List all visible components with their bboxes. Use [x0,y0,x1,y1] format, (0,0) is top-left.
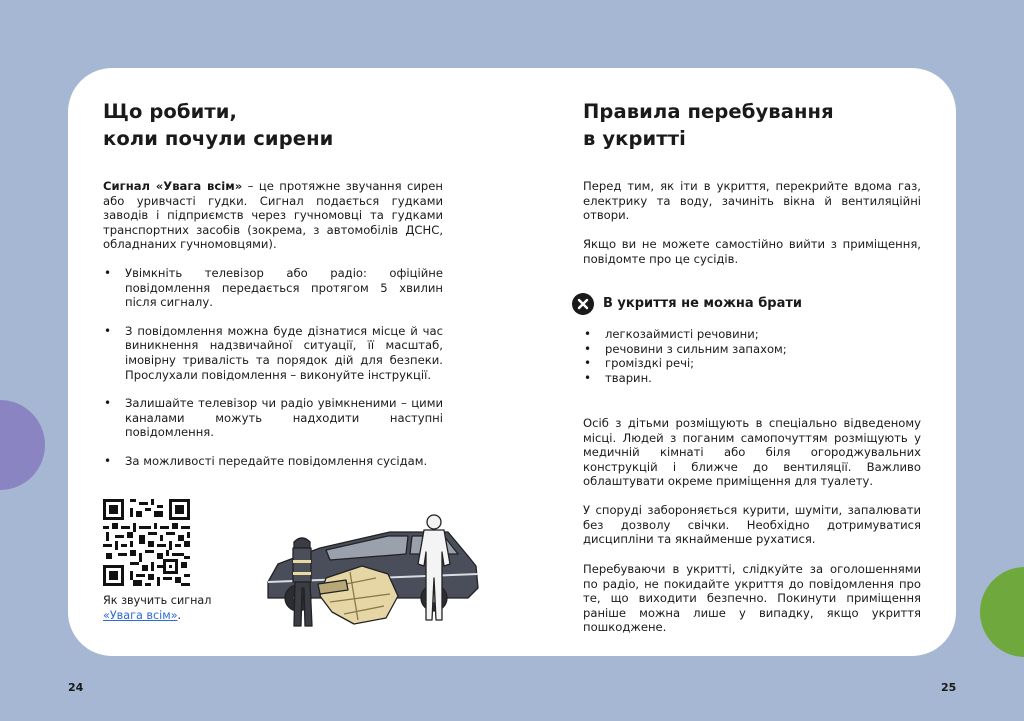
decor-purple-circle [0,400,45,490]
intro-text: – це протяжне звучання сирен або уривчасті гудки. Сигнал подається гудками заводів і підприємств через гучномовці та гудками транспортних засобів (зокрема, з автомобілів ДСНС, обладнаних гучномовцями). [103,179,443,252]
decor-green-circle [980,567,1024,657]
right-title-line1: Правила перебування [583,100,834,123]
left-intro-paragraph [103,179,443,252]
left-page-title [103,98,333,152]
list-item: • Залишайте телевізор чи радіо увімкненими – цими каналами можуть надходити наступні повідомлення. [103,396,443,440]
list-item: • Увімкніть телевізор або радіо: офіційне повідомлення передається протягом 5 хвилин після сигналу. [103,266,443,310]
list-item: • З повідомлення можна буде дізнатися місце й час виникнення надзвичайної ситуації, її масштаб, імовірну тривалість та порядок дій для безпеки. Прослухали повідомлення – виконуйте інструкції. [103,324,443,382]
left-title-line2: коли почули сирени [103,127,334,150]
left-title-line1: Що робити, [103,100,238,123]
page-number-right: 25 [941,681,957,694]
list-item: • тварин. [583,371,883,386]
forbidden-items-list [583,327,883,385]
qr-code[interactable] [103,499,190,586]
right-para-announcements: Перебуваючи в укритті, слідкуйте за оголошеннями по радіо, не покидайте укриття до повідомлення про те, що виходити безпечно. Покинути приміщення раніше можна лише у випадку, якщо укриття пошкоджене. [583,562,921,635]
rescuers-illustration [258,508,488,636]
signal-audio-link[interactable]: «Увага всім» [103,608,178,622]
right-para-rules: У споруді забороняється курити, шуміти, запалювати без дозволу свічки. Необхідно дотримуватися дисципліни та якнайменше рухатися. [583,503,921,547]
qr-caption-text: Як звучить сигнал [103,594,212,607]
list-item: • речовини з сильним запахом; [583,342,883,357]
list-item: • За можливості передайте повідомлення сусідам. [103,454,443,469]
qr-caption [103,594,211,623]
right-para-neighbors: Якщо ви не можете самостійно вийти з приміщення, повідомте про це сусідів. [583,237,921,266]
close-circle-icon [572,293,594,315]
right-para-placement: Осіб з дітьми розміщують в спеціально відведеному місці. Людей з поганим самопочуттям розміщують у медичній кімнаті або біля огороджувальних конструкцій і ближче до вентиляції. Важливо облаштувати окреме приміщення для туалету. [583,416,921,489]
qr-caption-end: . [177,608,182,622]
page-number-left: 24 [68,681,84,694]
list-item: • громіздкі речі; [583,356,883,371]
left-bullet-list [103,266,443,469]
right-title-line2: в укритті [583,127,686,150]
right-page-title [583,98,834,152]
list-item: • легкозаймисті речовини; [583,327,883,342]
forbidden-items-heading: В укриття не можна брати [603,296,802,311]
right-para-before-shelter: Перед тим, як іти в укриття, перекрийте вдома газ, електрику та воду, зачиніть вікна й вентиляційні отвори. [583,179,921,223]
signal-name: Сигнал «Увага всім» [103,179,243,193]
